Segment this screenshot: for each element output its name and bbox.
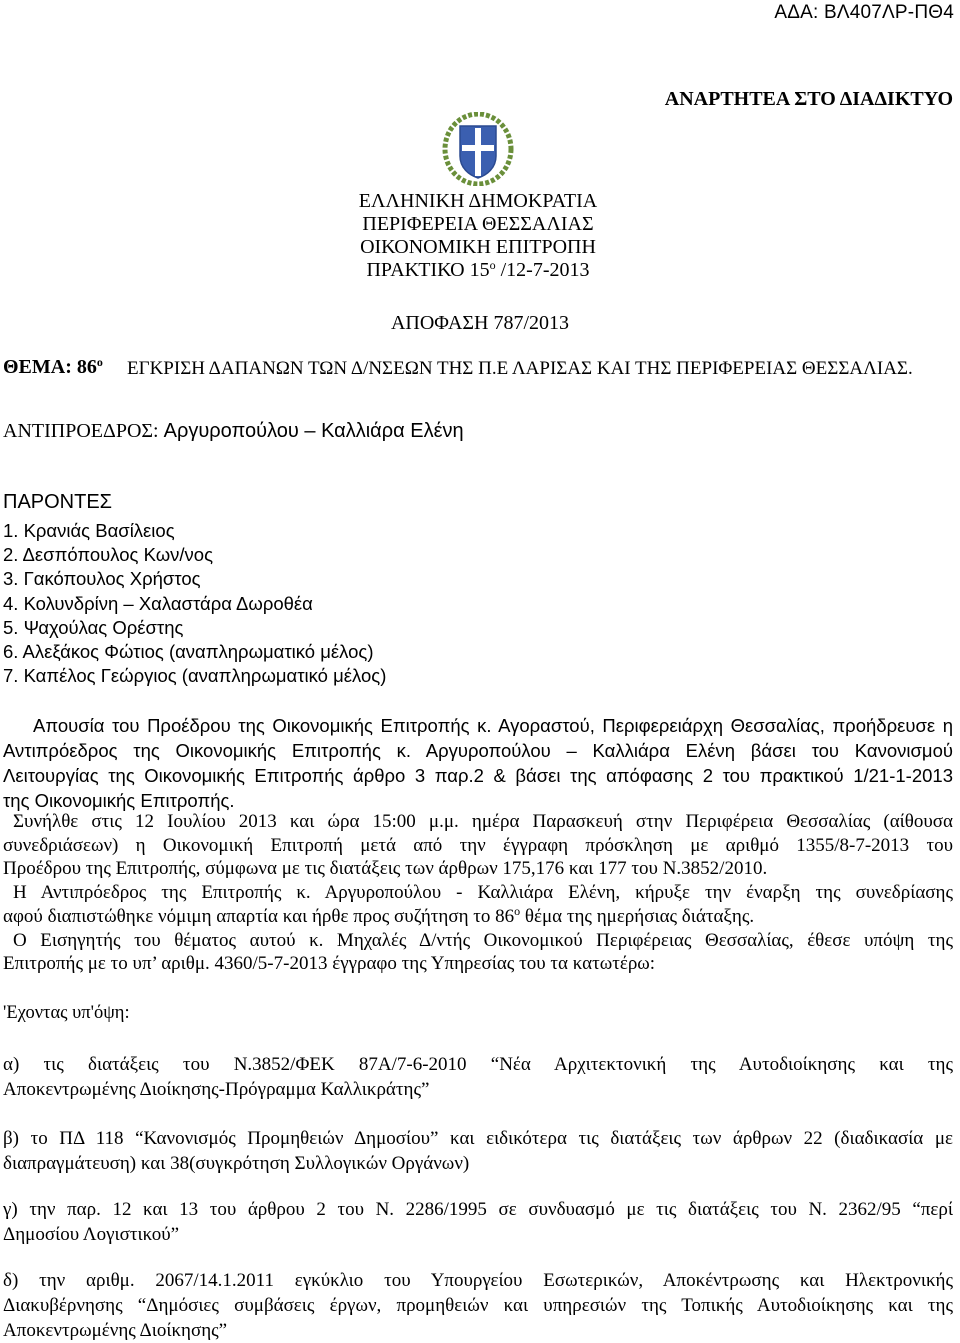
vice-chair-name: Αργυροπούλου – Καλλιάρα Ελένη — [163, 420, 464, 442]
posting-note: ΑΝΑΡΤΗΤΕΑ ΣΤΟ ΔΙΑΔΙΚΤΥΟ — [664, 88, 953, 110]
list-item: 3. Γακόπουλος Χρήστος — [3, 568, 201, 590]
vice-chair — [3, 420, 464, 443]
list-item: 4. Κολυνδρίνη – Χαλαστάρα Δωροθέα — [3, 592, 313, 614]
list-item: 5. Ψαχούλας Ορέστης — [3, 616, 184, 638]
considering-item-a: α) τις διατάξεις του Ν.3852/ΦΕΚ 87Α/7-6-2010 “Νέα Αρχιτεκτονική της Αυτοδιοίκησης και της Αποκεντρωμένης Διοίκησης-Πρόγραμμα Καλλικράτης” — [3, 1054, 953, 1100]
subject-label: ΘΕΜΑ: $86^o$ — [3, 355, 103, 378]
considering-item-b: β) το ΠΔ 118 “Κανονισμός Προμηθειών Δημοσίου” και ειδικότερα τις διατάξεις των άρθρων 22 (διαδικασία με διαπραγμάτευση) και 38(συγκρότηση Συλλογικών Οργάνων) — [3, 1128, 953, 1174]
list-item: 7. Καπέλος Γεώργιος (αναπληρωματικό μέλος) — [3, 665, 387, 687]
header-line-3: ΟΙΚΟΝΟΜΙΚΗ ΕΠΙΤΡΟΠΗ — [360, 236, 596, 258]
decision-number: ΑΠΟΦΑΣΗ 787/2013 — [390, 312, 570, 334]
document-id: ΑΔΑ: ΒΛ407ΛΡ-ΠΘ4 — [774, 2, 954, 23]
list-item: 2. Δεσπόπουλος Κων/νος — [3, 544, 213, 566]
header-line-4: ΠΡΑΚΤΙΚΟ $15^o$ /12-7-2013 — [366, 258, 590, 281]
issuer-header — [298, 190, 658, 282]
present-members-list — [3, 519, 386, 688]
vice-chair-label: ΑΝΤΙΠΡΟΕΔΡΟΣ: — [3, 420, 159, 442]
header-line-1: ΕΛΛΗΝΙΚΗ ΔΗΜΟΚΡΑΤΙΑ — [358, 190, 598, 212]
header-line-2: ΠΕΡΙΦΕΡΕΙΑ ΘΕΣΣΑΛΙΑΣ — [362, 213, 594, 235]
list-item: 1. Κρανιάς Βασίλειος — [3, 520, 175, 541]
considering-heading: 'Εχοντας υπ'όψη: — [3, 1003, 130, 1023]
considering-item-d: δ) την αριθμ. 2067/14.1.2011 εγκύκλιο του Υπουργείου Εσωτερικών, Αποκέντρωσης και Ηλεκτρονικής Διακυβέρνησης “Δημόσιες συμβάσεις έργων, προμηθειών και υπηρεσιών της Τοπικής Αυτοδιοίκησης και της Αποκεντρωμένης Διοίκησης” — [3, 1270, 953, 1341]
paragraph-absence: Απουσία του Προέδρου της Οικονομικής Επιτροπής κ. Αγοραστού, Περιφερειάρχη Θεσσαλίας, προήδρευσε η Αντιπρόεδρος της Οικονομικής Επιτροπής κ. Αργυροπούλου – Καλλιάρα Ελένη βάσει του Κανονισμού Λειτουργίας της Οικονομικής Επιτροπής άρθρο 3 παρ.2 & βάσει της απόφασης 2 του πρακτικού 1/21-1-2013 της Οικονομικής Επιτροπής. — [3, 715, 953, 811]
subject-text: ΕΓΚΡΙΣΗ ΔΑΠΑΝΩΝ ΤΩΝ Δ/ΝΣΕΩΝ ΤΗΣ Π.Ε ΛΑΡΙΣΑΣ ΚΑΙ ΤΗΣ ΠΕΡΙΦΕΡΕΙΑΣ ΘΕΣΣΑΛΙΑΣ. — [127, 358, 913, 379]
list-item: 6. Αλεξάκος Φώτιος (αναπληρωματικό μέλος) — [3, 641, 374, 663]
paragraph-meeting: Συνήλθε στις 12 Ιουλίου 2013 και ώρα 15:00 μ.μ. ημέρα Παρασκευή στην Περιφέρεια Θεσσαλίας (αίθουσα συνεδριάσεων) η Οικονομική Επιτροπή μετά από την έγγραφη πρόσκληση με αριθμό 1355/8-7-2013 του Προέδρου της Επιτροπής, σύμφωνα με τις διατάξεις των άρθρων 175,176 και 177 του Ν.3852/2010. Η Αντιπρόεδρος της Επιτροπής κ. Αργυροπούλου - Καλλιάρα Ελένη, κήρυξε την έναρξη της συνεδρίασης αφού διαπιστώθηκε νόμιμη απαρτία και ήρθε προς συζήτηση το $86^o$ θέμα της ημερήσιας διάταξης. Ο Εισηγητής του θέματος αυτού κ. Μηχαλές Δ/ντής Οικονομικού Περιφέρειας Θεσσαλίας, έθεσε υπόψη της Επιτροπής με το υπ’ αριθμ. 4360/5-7-2013 έγγραφο της Υπηρεσίας του τα κατωτέρω: — [3, 811, 953, 975]
present-title: ΠΑΡΟΝΤΕΣ — [3, 491, 113, 513]
considering-item-c: γ) την παρ. 12 και 13 του άρθρου 2 του Ν. 2286/1995 σε συνδυασμό με τις διατάξεις του Ν. 2362/95 “περί Δημοσίου Λογιστικού” — [3, 1199, 953, 1245]
greek-coat-of-arms-icon — [442, 112, 514, 186]
